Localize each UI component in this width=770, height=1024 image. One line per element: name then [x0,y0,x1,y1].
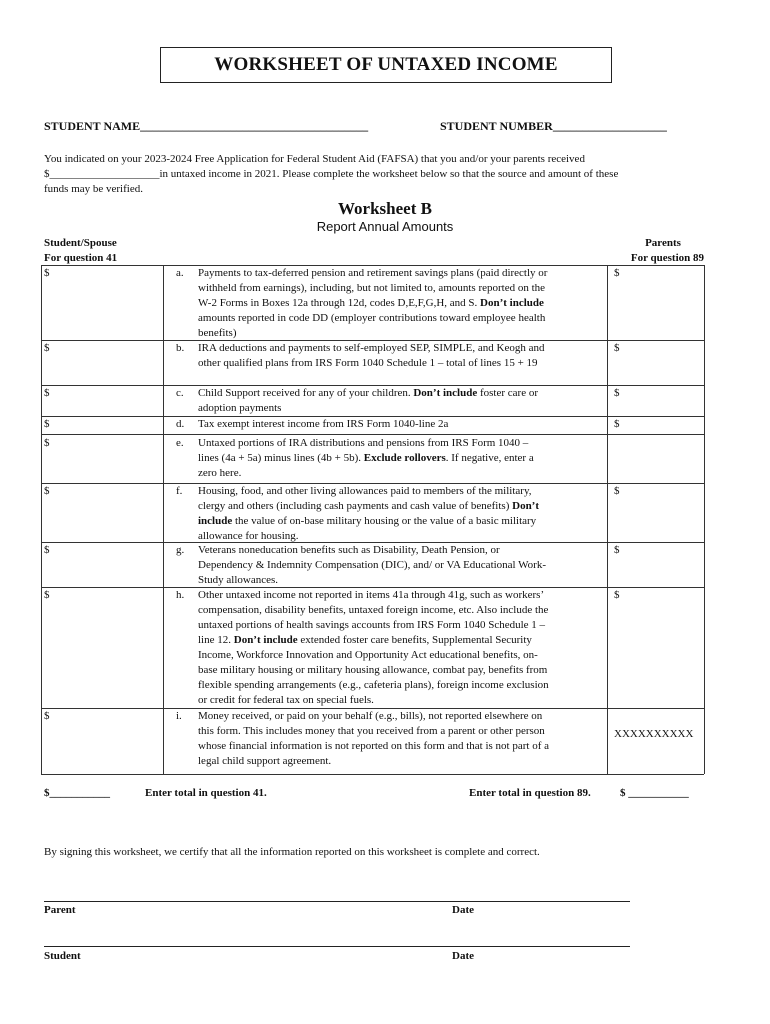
row-letter: c. [176,387,184,399]
desc-text: the value of on-base military housing or the value of a basic military [232,515,537,527]
student-amount-field[interactable]: $ [44,710,50,722]
desc-emphasis: Don’t [512,500,540,512]
desc-line: Tax exempt interest income from IRS Form 1040-line 2a [198,418,449,430]
parent-amount-field[interactable]: $ [614,485,620,497]
desc-line: this form. This includes money that you received from a parent or other person [198,725,545,737]
student-header-line: For question 41 [44,252,118,264]
desc-line [198,451,600,466]
table-rule [41,434,704,435]
table-rule [41,774,704,775]
parent-date-label: Date [452,904,474,916]
row-letter: g. [176,544,185,556]
desc-line [198,499,600,514]
student-name-label: STUDENT NAME [44,119,141,133]
desc-line [198,514,600,529]
parent-amount-field[interactable]: $ [614,387,620,399]
form-title: WORKSHEET OF UNTAXED INCOME [160,47,612,83]
student-amount-field[interactable]: $ [44,589,50,601]
desc-line: IRA deductions and payments to self-employed SEP, SIMPLE, and Keogh and [198,342,545,354]
desc-text: foster care or [477,387,539,399]
student-amount-field[interactable]: $ [44,437,50,449]
row-letter: h. [176,589,185,601]
desc-text: line 12. [198,634,234,646]
desc-line: Untaxed portions of IRA distributions and pensions from IRS Form 1040 – [198,437,529,449]
row-letter: a. [176,267,184,279]
parent-total-label: Enter total in question 89. [469,787,591,799]
parent-column-header [610,236,704,266]
desc-line: benefits) [198,327,237,339]
parent-signature-label: Parent [44,904,76,916]
student-total-label: Enter total in question 41. [145,787,267,799]
parent-signature-line[interactable] [44,901,630,902]
desc-line: Study allowances. [198,574,279,586]
student-name-row [44,119,368,134]
row-description [198,588,600,708]
desc-line: Payments to tax-deferred pension and retirement savings plans (paid directly or [198,267,548,279]
parent-amount-blocked: XXXXXXXXXX [614,728,694,740]
row-letter: i. [176,710,182,722]
parent-amount-field[interactable]: $ [614,418,620,430]
student-amount-field[interactable]: $ [44,544,50,556]
student-header-line: Student/Spouse [44,237,117,249]
desc-emphasis: Don’t include [233,634,298,646]
row-description [198,543,600,588]
row-letter: e. [176,437,184,449]
desc-line: legal child support agreement. [198,755,332,767]
student-column-header [44,236,117,266]
desc-line: base military housing or military housing allowance, combat pay, benefits from [198,664,548,676]
desc-line [198,296,600,311]
desc-line: Income, Workforce Innovation and Opportunity Act educational benefits, on- [198,649,538,661]
intro-paragraph [44,152,724,197]
parent-total-field[interactable]: $ ___________ [620,787,689,799]
desc-line: whose financial information is not reported on this form and that is not part of a [198,740,550,752]
row-description [198,386,600,416]
table-left-border [41,265,42,774]
desc-line: compensation, disability benefits, untaxed foreign income, etc. Also include the [198,604,549,616]
desc-text: clergy and others (including cash payments and cash value of benefits) [198,500,513,512]
student-number-field[interactable]: ___________________ [552,119,667,133]
desc-emphasis: Don’t include [413,387,478,399]
row-letter: d. [176,418,185,430]
desc-line: untaxed portions of health savings accounts from IRS Form 1040 Schedule 1 – [198,619,546,631]
student-name-field[interactable]: ______________________________________ [140,119,369,133]
worksheet-subtitle: Report Annual Amounts [316,219,454,234]
desc-line: Housing, food, and other living allowances paid to members of the military, [198,485,532,497]
table-right-border [704,265,705,774]
row-description [198,484,600,544]
parent-header-line: Parents [645,237,681,249]
row-description [198,436,600,481]
row-description [198,266,600,341]
student-amount-field[interactable]: $ [44,418,50,430]
desc-text: W-2 Forms in Boxes 12a through 12d, codes D,E,F,G,H, and S. [198,297,481,309]
desc-line: or credit for federal tax on special fuels. [198,694,374,706]
table-divider-left [163,265,164,774]
parent-header-line: For question 89 [630,252,704,264]
desc-line: Veterans noneducation benefits such as Disability, Death Pension, or [198,544,500,556]
row-description [198,417,600,432]
intro-line: funds may be verified. [44,183,143,195]
desc-emphasis: include [198,515,233,527]
student-number-label: STUDENT NUMBER [440,119,553,133]
desc-text: lines (4a + 5a) minus lines (4b + 5b). [198,452,364,464]
intro-line: $____________________in untaxed income in 2021. Please complete the worksheet below so that the source and amount of these [44,168,619,180]
desc-line: other qualified plans from IRS Form 1040 Schedule 1 – total of lines 15 + 19 [198,357,538,369]
desc-text: . If negative, enter a [445,452,534,464]
desc-line: Dependency & Indemnity Compensation (DIC), and/ or VA Educational Work- [198,559,546,571]
row-description [198,341,600,371]
parent-amount-field[interactable]: $ [614,267,620,279]
student-amount-field[interactable]: $ [44,342,50,354]
row-letter: f. [176,485,183,497]
student-signature-label: Student [44,950,81,962]
desc-line: Money received, or paid on your behalf (e.g., bills), not reported elsewhere on [198,710,543,722]
desc-emphasis: Don’t include [480,297,544,309]
row-letter: b. [176,342,185,354]
desc-line: amounts reported in code DD (employer contributions toward employee health [198,312,546,324]
desc-line: Other untaxed income not reported in items 41a through 41g, such as workers’ [198,589,545,601]
student-number-row [440,119,667,134]
desc-line: zero here. [198,467,242,479]
desc-line: allowance for housing. [198,530,299,542]
worksheet-title: Worksheet B [338,199,432,218]
certification-statement: By signing this worksheet, we certify that all the information reported on this worksheet is complete and correct. [44,846,540,858]
desc-emphasis: Exclude rollovers [363,452,446,464]
student-amount-field[interactable]: $ [44,387,50,399]
parent-amount-field[interactable]: $ [614,544,620,556]
desc-line [198,633,600,648]
row-description [198,709,600,769]
desc-text: Child Support received for any of your children. [198,387,414,399]
table-divider-right [607,265,608,774]
student-date-label: Date [452,950,474,962]
desc-line: adoption payments [198,402,282,414]
student-amount-field[interactable]: $ [44,485,50,497]
student-total-field[interactable]: $___________ [44,787,110,799]
student-signature-line[interactable] [44,946,630,947]
desc-line: withheld from earnings), including, but not limited to, amounts reported on the [198,282,546,294]
desc-line [198,386,600,401]
desc-line: flexible spending arrangements (e.g., cafeteria plans), foreign income exclusion [198,679,549,691]
desc-text: extended foster care benefits, Supplemental Security [297,634,532,646]
parent-amount-field[interactable]: $ [614,342,620,354]
intro-line: You indicated on your 2023-2024 Free Application for Federal Student Aid (FAFSA) that you and/or your parents received [44,153,585,165]
parent-amount-field[interactable]: $ [614,589,620,601]
student-amount-field[interactable]: $ [44,267,50,279]
